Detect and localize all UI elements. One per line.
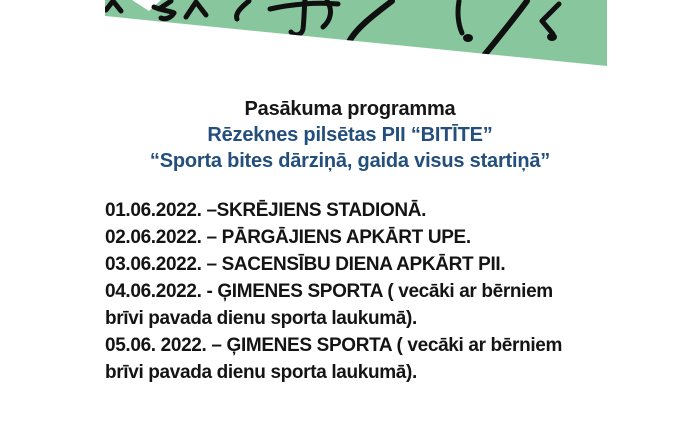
schedule-line-2: 02.06.2022. – PĀRGĀJIENS APKĀRT UPE. xyxy=(105,227,471,248)
heading-motto: “Sporta bites dārziņā, gaida visus startiņā” xyxy=(149,150,551,172)
schedule-line-3: 03.06.2022. – SACENSĪBU DIENA APKĀRT PII. xyxy=(105,254,506,275)
program-schedule xyxy=(105,197,605,386)
program-heading xyxy=(0,96,700,174)
stick-figures-doodle-banner xyxy=(0,0,700,90)
heading-school-name: Rēzeknes pilsētas PII “BITĪTE” xyxy=(207,124,493,146)
schedule-line-1: 01.06.2022. –SKRĒJIENS STADIONĀ. xyxy=(105,200,427,221)
page-title: Pasākuma programma xyxy=(244,98,456,120)
schedule-line-4: 04.06.2022. - ĢIMENES SPORTA ( vecāki ar bērniem xyxy=(105,281,553,302)
schedule-line-5-wrap: brīvi pavada dienu sporta laukumā). xyxy=(105,362,417,383)
schedule-line-4-wrap: brīvi pavada dienu sporta laukumā). xyxy=(105,308,417,329)
schedule-line-5: 05.06. 2022. – ĢIMENES SPORTA ( vecāki ar bērniem xyxy=(105,335,563,356)
